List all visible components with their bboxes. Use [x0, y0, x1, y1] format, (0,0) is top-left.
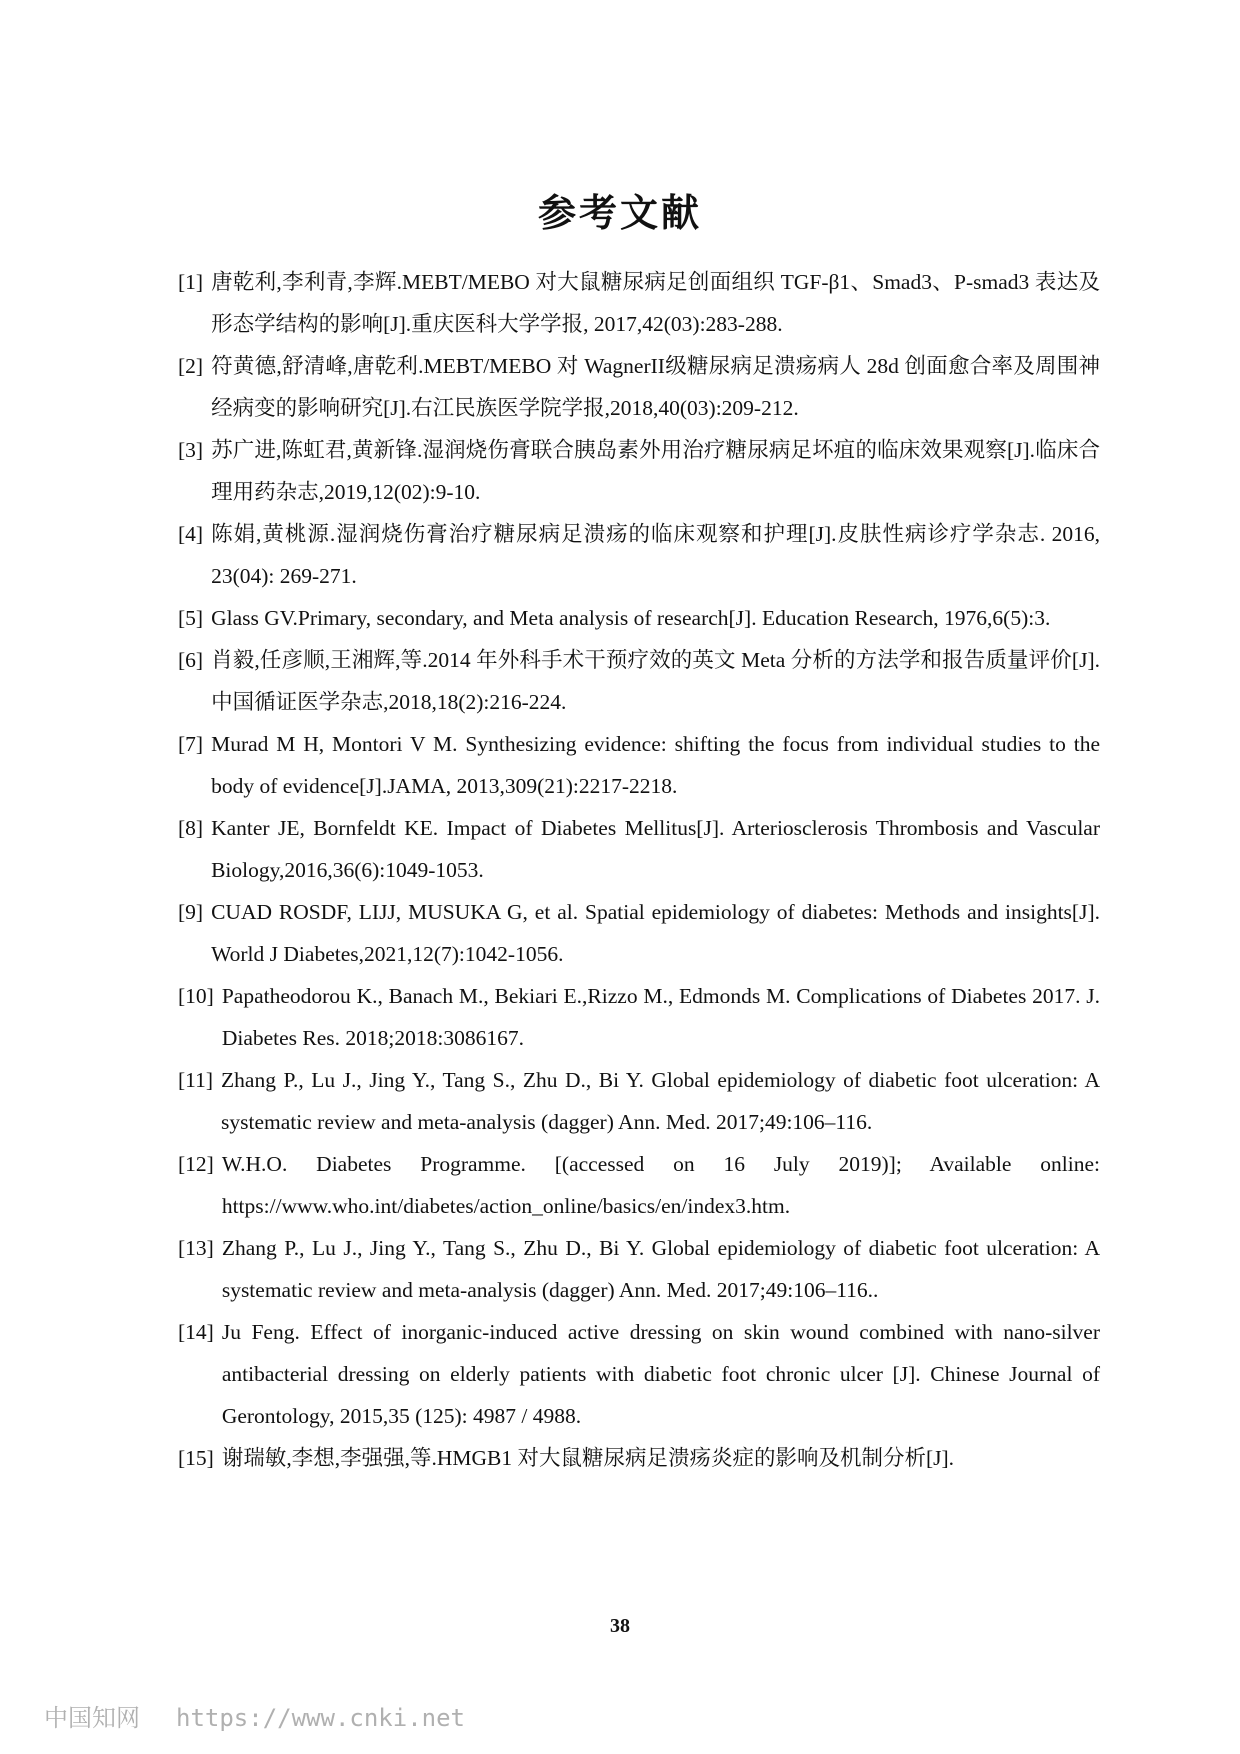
- reference-text: CUAD ROSDF, LIJJ, MUSUKA G, et al. Spatial epidemiology of diabetes: Methods and insights[J]. World J Diabetes,2021,12(7):1042-1056.: [211, 900, 1100, 966]
- reference-list: [178, 261, 1100, 1479]
- reference-text: 肖毅,任彦顺,王湘辉,等.2014 年外科手术干预疗效的英文 Meta 分析的方法学和报告质量评价[J].中国循证医学杂志,2018,18(2):216-224.: [211, 648, 1100, 714]
- reference-text: 谢瑞敏,李想,李强强,等.HMGB1 对大鼠糖尿病足溃疡炎症的影响及机制分析[J].: [221, 1446, 955, 1470]
- reference-text: Murad M H, Montori V M. Synthesizing evidence: shifting the focus from individual studies to the body of evidence[J].JAMA, 2013,309(21):2217-2218.: [211, 732, 1100, 798]
- reference-text: 苏广进,陈虹君,黄新锋.湿润烧伤膏联合胰岛素外用治疗糖尿病足坏疽的临床效果观察[J].临床合理用药杂志,2019,12(02):9-10.: [211, 438, 1100, 504]
- reference-text: Zhang P., Lu J., Jing Y., Tang S., Zhu D., Bi Y. Global epidemiology of diabetic foot ulceration: A systematic review and meta-analysis (dagger) Ann. Med. 2017;49:106–116.: [221, 1068, 1100, 1134]
- reference-item: [178, 513, 1100, 597]
- reference-text: Glass GV.Primary, secondary, and Meta analysis of research[J]. Education Research, 1976,6(5):3.: [211, 606, 1051, 630]
- reference-number: [5]: [178, 606, 204, 630]
- reference-item: [178, 261, 1100, 345]
- reference-item: [178, 639, 1100, 723]
- reference-number: [6]: [178, 648, 204, 672]
- reference-item: [178, 807, 1100, 891]
- reference-number: [4]: [178, 522, 204, 546]
- reference-number: [14]: [178, 1320, 214, 1344]
- reference-text: Zhang P., Lu J., Jing Y., Tang S., Zhu D., Bi Y. Global epidemiology of diabetic foot ulceration: A systematic review and meta-analysis (dagger) Ann. Med. 2017;49:106–116..: [221, 1236, 1100, 1302]
- reference-text: Papatheodorou K., Banach M., Bekiari E.,Rizzo M., Edmonds M. Complications of Diabetes 2017. J. Diabetes Res. 2018;2018:3086167.: [221, 984, 1100, 1050]
- watermark-brand: 中国知网: [44, 1704, 140, 1732]
- reference-number: [11]: [178, 1068, 214, 1092]
- cnki-watermark: [44, 1698, 465, 1733]
- reference-text: Ju Feng. Effect of inorganic-induced active dressing on skin wound combined with nano-silver antibacterial dressing on elderly patients with diabetic foot chronic ulcer [J]. Chinese Journal of Gerontology, 2015,35 (125): 4987 / 4988.: [221, 1320, 1100, 1428]
- reference-item: [178, 1437, 1100, 1479]
- page-title: 参考文献: [537, 191, 702, 235]
- reference-number: [3]: [178, 438, 204, 462]
- reference-item: [178, 891, 1100, 975]
- reference-item: [178, 1143, 1100, 1227]
- reference-item: [178, 345, 1100, 429]
- reference-item: [178, 975, 1100, 1059]
- reference-number: [15]: [178, 1446, 214, 1470]
- reference-text: 唐乾利,李利青,李辉.MEBT/MEBO 对大鼠糖尿病足创面组织 TGF-β1、Smad3、P-smad3 表达及形态学结构的影响[J].重庆医科大学学报, 2017,42(03):283-288.: [211, 270, 1100, 336]
- watermark-url: https://www.cnki.net: [176, 1704, 465, 1732]
- reference-number: [13]: [178, 1236, 214, 1260]
- reference-text: 符黄德,舒清峰,唐乾利.MEBT/MEBO 对 WagnerII级糖尿病足溃疡病人 28d 创面愈合率及周围神经病变的影响研究[J].右江民族医学院学报,2018,40(03):209-212.: [211, 354, 1100, 420]
- reference-text: W.H.O. Diabetes Programme. [(accessed on 16 July 2019)]; Available online: https://www.who.int/diabetes/action_online/basics/en/index3.htm.: [221, 1152, 1100, 1218]
- reference-text: 陈娟,黄桃源.湿润烧伤膏治疗糖尿病足溃疡的临床观察和护理[J].皮肤性病诊疗学杂志. 2016, 23(04): 269-271.: [211, 522, 1100, 588]
- reference-number: [2]: [178, 354, 204, 378]
- page-number: 38: [610, 1615, 630, 1637]
- reference-number: [7]: [178, 732, 204, 756]
- reference-item: [178, 429, 1100, 513]
- reference-number: [12]: [178, 1152, 214, 1176]
- reference-number: [8]: [178, 816, 204, 840]
- reference-number: [1]: [178, 270, 204, 294]
- reference-number: [9]: [178, 900, 204, 924]
- reference-text: Kanter JE, Bornfeldt KE. Impact of Diabetes Mellitus[J]. Arteriosclerosis Thrombosis and Vascular Biology,2016,36(6):1049-1053.: [211, 816, 1100, 882]
- reference-item: [178, 1227, 1100, 1311]
- reference-item: [178, 1059, 1100, 1143]
- reference-item: [178, 723, 1100, 807]
- reference-item: [178, 597, 1100, 639]
- reference-number: [10]: [178, 984, 214, 1008]
- reference-item: [178, 1311, 1100, 1437]
